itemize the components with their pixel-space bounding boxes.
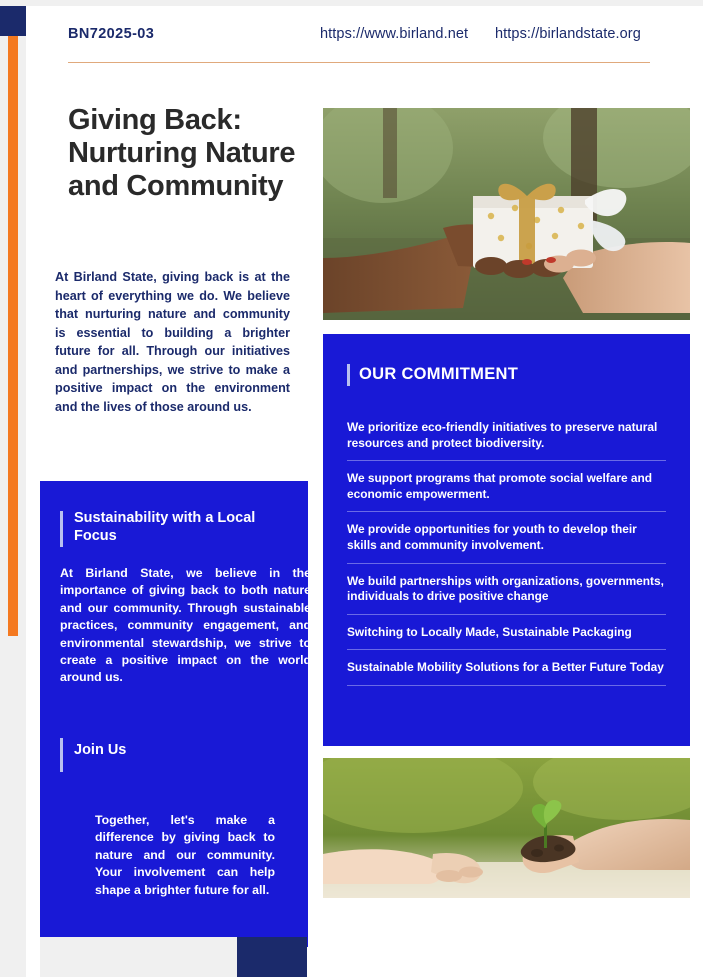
commitment-panel [323,334,690,746]
top-strip [0,0,703,6]
website-url-secondary[interactable]: https://birlandstate.org [495,26,641,42]
document-code: BN72025-03 [68,26,155,42]
list-item [347,471,666,512]
list-item [347,522,666,563]
commitment-item-text: Switching to Locally Made, Sustainable Packaging [347,624,632,639]
navy-corner-block [0,6,26,36]
join-us-accent-bar [60,738,63,772]
commitment-item-text: We provide opportunities for youth to develop their skills and community involvement. [347,522,637,552]
sustainability-title: Sustainability with a Local Focus [74,510,256,544]
hands-holding-seedling-photo [323,758,690,898]
page-title: Giving Back: Nurturing Nature and Community [68,104,296,202]
title-accent-bar [60,511,63,547]
list-item [347,574,666,615]
commitment-list [347,420,666,696]
list-item [347,420,666,461]
commitment-accent-bar [347,364,350,386]
list-item [347,625,666,651]
hands-exchanging-gift-photo [323,108,690,320]
sustainability-body: At Birland State, we believe in the importance of giving back to both nature and our community. Through sustainable practices, community engagement, and environmental stewardship, we strive to create a positive impact on the world around us. [60,566,311,685]
commitment-item-text: Sustainable Mobility Solutions for a Better Future Today [347,660,664,675]
bottom-navy-block [237,937,307,977]
bottom-left-block [40,937,237,977]
list-item [347,660,666,686]
commitment-item-text: We prioritize eco-friendly initiatives to preserve natural resources and protect biodiversity. [347,420,658,450]
commitment-item-text: We build partnerships with organizations, governments, individuals to drive positive change [347,573,664,604]
sustainability-panel [40,481,311,947]
website-url-primary[interactable]: https://www.birland.net [320,26,469,42]
commitment-title: OUR COMMITMENT [359,365,519,383]
header-divider [68,62,650,63]
page-header [68,24,650,64]
orange-accent-bar [8,36,18,636]
join-us-title: Join Us [74,742,127,758]
join-us-body: Together, let's make a difference by giving back to nature and our community. Your involvement can help shape a brighter future for all. [95,813,275,897]
commitment-item-text: We support programs that promote social welfare and economic empowerment. [347,471,653,501]
intro-paragraph: At Birland State, giving back is at the heart of everything we do. We believe that nurturing nature and community is essential to building a brighter future for all. Through our initiatives and partnerships, we strive to make a positive impact on the environment and the lives of those around us. [55,270,290,414]
